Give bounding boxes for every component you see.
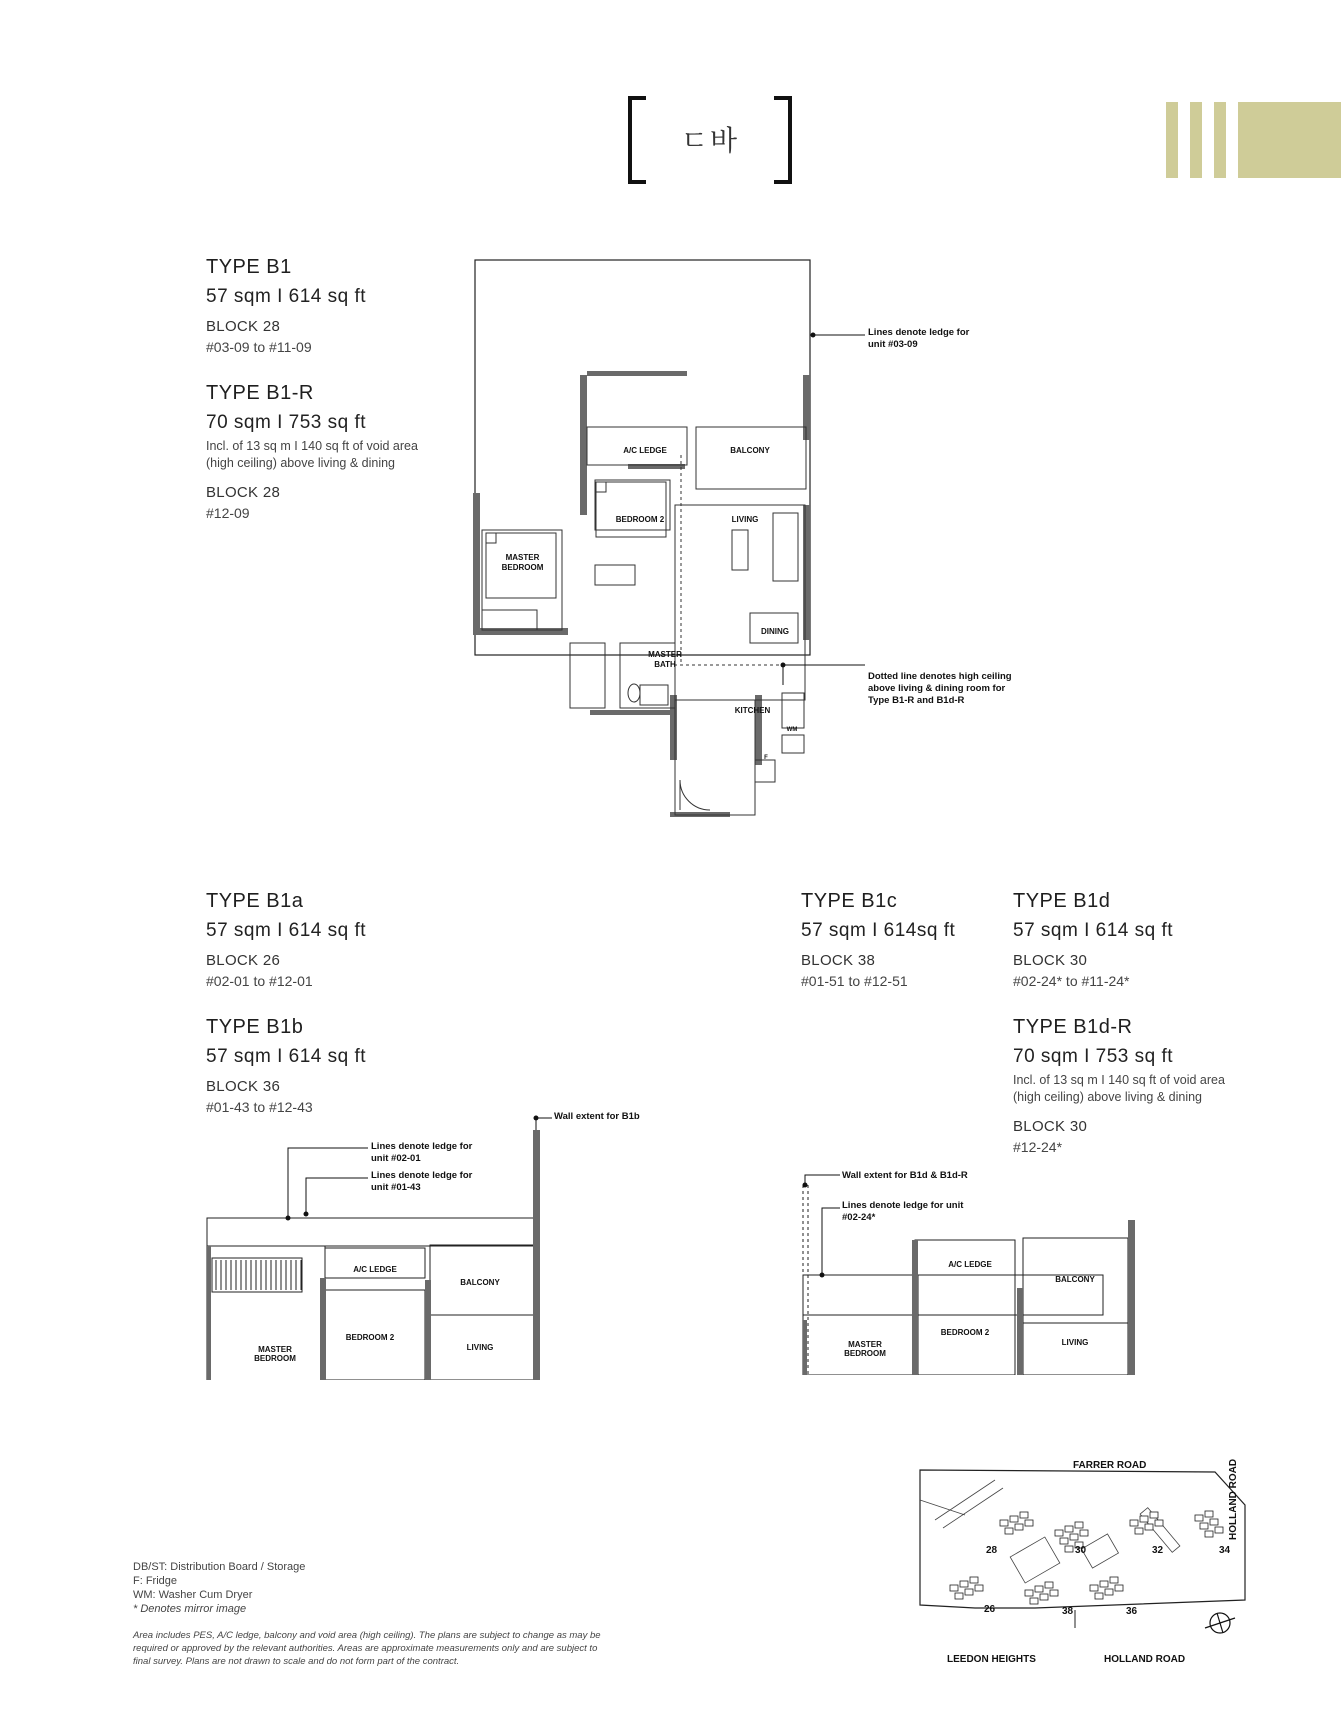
label-master-bedroom-b: BEDROOM: [501, 563, 544, 572]
type-title: TYPE B1a: [206, 890, 304, 912]
map-block-36: 36: [1126, 1606, 1138, 1617]
label-dining: DINING: [761, 627, 789, 636]
label-master-bath-b: BATH: [654, 660, 676, 669]
page-header-bracket: [610, 96, 810, 182]
legend-wm: WM: Washer Cum Dryer: [133, 1589, 253, 1601]
type-title: TYPE B1d-R: [1013, 1016, 1133, 1038]
void-note-line2: (high ceiling) above living & dining: [206, 456, 396, 470]
label-ac-ledge: A/C LEDGE: [948, 1260, 992, 1269]
header-glyph: ㄷ바: [680, 124, 740, 157]
void-note-line1: Incl. of 13 sq m I 140 sq ft of void area: [206, 439, 418, 453]
map-block-32: 32: [1152, 1545, 1164, 1556]
block-label: BLOCK 28: [206, 318, 281, 335]
label-ac-ledge: A/C LEDGE: [353, 1265, 397, 1274]
label-bedroom-2: BEDROOM 2: [940, 1328, 990, 1337]
map-block-38: 38: [1062, 1606, 1074, 1617]
unit-range: #12-09: [206, 505, 250, 521]
label-fridge: F: [764, 755, 768, 761]
label-kitchen: KITCHEN: [734, 706, 771, 715]
legend-db: DB/ST: Distribution Board / Storage: [133, 1561, 306, 1573]
map-label-leedon-heights: LEEDON HEIGHTS: [947, 1654, 1036, 1665]
label-living: LIVING: [731, 515, 759, 524]
unit-range: #01-51 to #12-51: [801, 973, 908, 989]
block-label: BLOCK 30: [1013, 1118, 1088, 1135]
unit-area: 57 sqm I 614 sq ft: [206, 920, 367, 941]
type-title: TYPE B1b: [206, 1016, 304, 1038]
map-block-26: 26: [984, 1604, 996, 1615]
map-label-farrer-road: FARRER ROAD: [1073, 1460, 1147, 1471]
unit-area: 57 sqm I 614 sq ft: [206, 1046, 367, 1067]
unit-area: 70 sqm I 753 sq ft: [1013, 1046, 1174, 1067]
callout-line1: Lines denote ledge for: [371, 1141, 473, 1152]
callout-high-ceiling: [868, 671, 1068, 707]
label-living: LIVING: [1061, 1338, 1089, 1347]
unit-info-b1a: [206, 890, 456, 989]
label-master-bedroom-b: BEDROOM: [254, 1354, 296, 1363]
unit-range: #12-24*: [1013, 1139, 1063, 1155]
block-label: BLOCK 26: [206, 952, 281, 969]
disclaimer: [133, 1629, 693, 1668]
callout-line1: Dotted line denotes high ceiling: [868, 671, 1012, 682]
callout-wall-extent-b1d: Wall extent for B1d & B1d-R: [842, 1170, 968, 1181]
disclaimer-line1: Area includes PES, A/C ledge, balcony and void area (high ceiling). The plans are subject to change as may be: [133, 1630, 601, 1641]
legend: [133, 1560, 473, 1616]
disclaimer-line3: final survey. Plans are not drawn to scale and do not form part of the contract.: [133, 1656, 460, 1667]
unit-range: #02-01 to #12-01: [206, 973, 313, 989]
label-master-bedroom-a: MASTER: [848, 1340, 882, 1349]
callout-wall-extent-b1b: Wall extent for B1b: [554, 1111, 640, 1122]
callout-ledge-02-24: [842, 1200, 1022, 1224]
map-block-34: 34: [1219, 1545, 1231, 1556]
unit-info-b1dr: [1013, 1016, 1283, 1155]
label-balcony: BALCONY: [460, 1278, 500, 1287]
accent-bar-3: [1214, 102, 1226, 178]
block-label: BLOCK 38: [801, 952, 876, 969]
label-balcony: BALCONY: [1055, 1275, 1095, 1284]
block-label: BLOCK 36: [206, 1078, 281, 1095]
accent-bar-1: [1166, 102, 1178, 178]
void-note-line2: (high ceiling) above living & dining: [1013, 1090, 1203, 1104]
site-map: [915, 1460, 1275, 1670]
callout-line2: #02-24*: [842, 1212, 876, 1223]
bracket-right: [774, 96, 792, 184]
callout-line2: above living & dining room for: [868, 683, 1006, 694]
unit-area: 57 sqm I 614sq ft: [801, 920, 956, 941]
legend-mirror: * Denotes mirror image: [133, 1603, 247, 1615]
callout-ledge-03-09: [868, 327, 1068, 351]
map-label-holland-road-bottom: HOLLAND ROAD: [1104, 1654, 1186, 1665]
disclaimer-line2: required or approved by the relevant authorities. Areas are approximate measurements only and are subject to: [133, 1643, 598, 1654]
map-label-holland-road-side: HOLLAND ROAD: [1228, 1458, 1239, 1540]
label-master-bedroom-b: BEDROOM: [844, 1349, 886, 1358]
unit-range: #03-09 to #11-09: [206, 339, 312, 355]
callout-line1: Lines denote ledge for: [868, 327, 970, 338]
map-block-30: 30: [1075, 1545, 1087, 1556]
label-master-bedroom-a: MASTER: [258, 1345, 292, 1354]
type-title: TYPE B1: [206, 256, 292, 278]
void-note-line1: Incl. of 13 sq m I 140 sq ft of void area: [1013, 1073, 1225, 1087]
accent-bar-2: [1190, 102, 1202, 178]
callout-line2: unit #01-43: [371, 1182, 421, 1193]
accent-bar-4: [1238, 102, 1341, 178]
label-ac-ledge: A/C LEDGE: [623, 446, 667, 455]
legend-fridge: F: Fridge: [133, 1575, 178, 1587]
callout-ledge-01-43: [371, 1170, 531, 1194]
bracket-left: [628, 96, 646, 184]
unit-info-b1c: [801, 890, 1001, 989]
unit-area: 70 sqm I 753 sq ft: [206, 412, 367, 433]
type-title: TYPE B1-R: [206, 382, 314, 404]
unit-range: #01-43 to #12-43: [206, 1099, 313, 1115]
unit-area: 57 sqm I 614 sq ft: [206, 286, 367, 307]
unit-range: #02-24* to #11-24*: [1013, 973, 1130, 989]
unit-info-b1d: [1013, 890, 1253, 989]
label-bedroom-2: BEDROOM 2: [615, 515, 665, 524]
callout-line2: unit #03-09: [868, 339, 918, 350]
type-title: TYPE B1c: [801, 890, 898, 912]
type-title: TYPE B1d: [1013, 890, 1111, 912]
label-living: LIVING: [466, 1343, 494, 1352]
block-label: BLOCK 30: [1013, 952, 1088, 969]
unit-info-b1r: [206, 382, 466, 521]
map-block-28: 28: [986, 1545, 998, 1556]
callout-ledge-02-01: [371, 1141, 531, 1165]
unit-info-b1: [206, 256, 456, 355]
label-master-bedroom-a: MASTER: [505, 553, 540, 562]
block-label: BLOCK 28: [206, 484, 281, 501]
label-bedroom-2: BEDROOM 2: [345, 1333, 395, 1342]
callout-line2: unit #02-01: [371, 1153, 421, 1164]
callout-line3: Type B1-R and B1d-R: [868, 695, 965, 706]
label-wm: WM: [786, 727, 798, 733]
callout-line1: Lines denote ledge for unit: [842, 1200, 964, 1211]
callout-line1: Lines denote ledge for: [371, 1170, 473, 1181]
label-balcony: BALCONY: [730, 446, 770, 455]
label-master-bath-a: MASTER: [648, 650, 682, 659]
unit-area: 57 sqm I 614 sq ft: [1013, 920, 1174, 941]
